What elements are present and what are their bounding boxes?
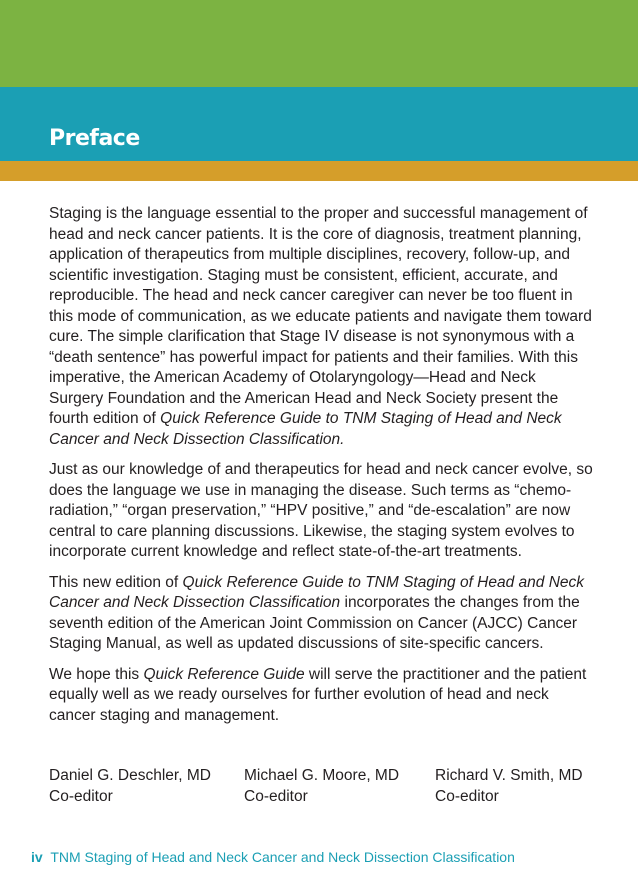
book-title: Quick Reference Guide to TNM Staging of Head and Neck Cancer and Neck Dissection Classification [49,573,585,611]
editor-signature [435,765,583,807]
paragraph-4-text-end: will serve the practitioner and the patient equally well as we ready ourselves for further evolution of head and neck cancer staging and management. [49,665,587,724]
paragraph-4 [49,665,594,727]
preface-body [49,204,594,736]
editor-role: Co-editor [49,788,113,805]
page-title: Preface [49,126,140,151]
page-footer [31,847,515,867]
paragraph-3-text-end: incorporates the changes from the seventh edition of the American Joint Commission on Cancer (AJCC) Cancer Staging Manual, as well as updated discussions of site-specific cancers. [49,594,580,652]
paragraph-3-text-start: This new edition of [49,573,183,591]
guide-title: Quick Reference Guide [143,665,305,683]
editor-signature [244,765,399,807]
editor-signatures [49,765,609,809]
editor-signature [49,765,211,807]
editor-role: Co-editor [244,788,308,805]
editor-name: Michael G. Moore, MD [244,767,400,784]
book-title: Quick Reference Guide to TNM Staging of Head and Neck Cancer and Neck Dissection Classification. [49,410,562,448]
paragraph-4-text-start: We hope this [49,665,144,683]
paragraph-1 [49,204,594,450]
paragraph-2: Just as our knowledge of and therapeutics for head and neck cancer evolve, so does the language we use in managing the disease. Such terms as “chemo-radiation,” “organ preservation,” “HPV positive,” and “de-escalation” are now central to care planning discussions. Likewise, the staging system evolves to incorporate current knowledge and reflect state-of-the-art treatments. [49,461,593,560]
accent-band [0,161,638,181]
top-color-band [0,0,638,87]
paragraph-1-text: Staging is the language essential to the proper and successful management of head and neck cancer patients. It is the core of diagnosis, treatment planning, application of therapeutics from multiple disciplines, recovery, follow-up, and scientific investigation. Staging must be consistent, efficient, accurate, and reproducible. The head and neck cancer caregiver can never be too fluent in this mode of communication, as we educate patients and navigate them toward cure. The simple clarification that Stage IV disease is not synonymous with a “death sentence” has powerful impact for patients and their families. With this imperative, the American Academy of Otolaryngology—Head and Neck Surgery Foundation and the American Head and Neck Society present the fourth edition of [49,205,592,427]
editor-name: Daniel G. Deschler, MD [49,767,211,784]
paragraph-3 [49,573,594,655]
editor-name: Richard V. Smith, MD [435,767,583,784]
page-number: iv [31,849,43,865]
running-title: TNM Staging of Head and Neck Cancer and Neck Dissection Classification [50,849,515,865]
editor-role: Co-editor [435,788,499,805]
